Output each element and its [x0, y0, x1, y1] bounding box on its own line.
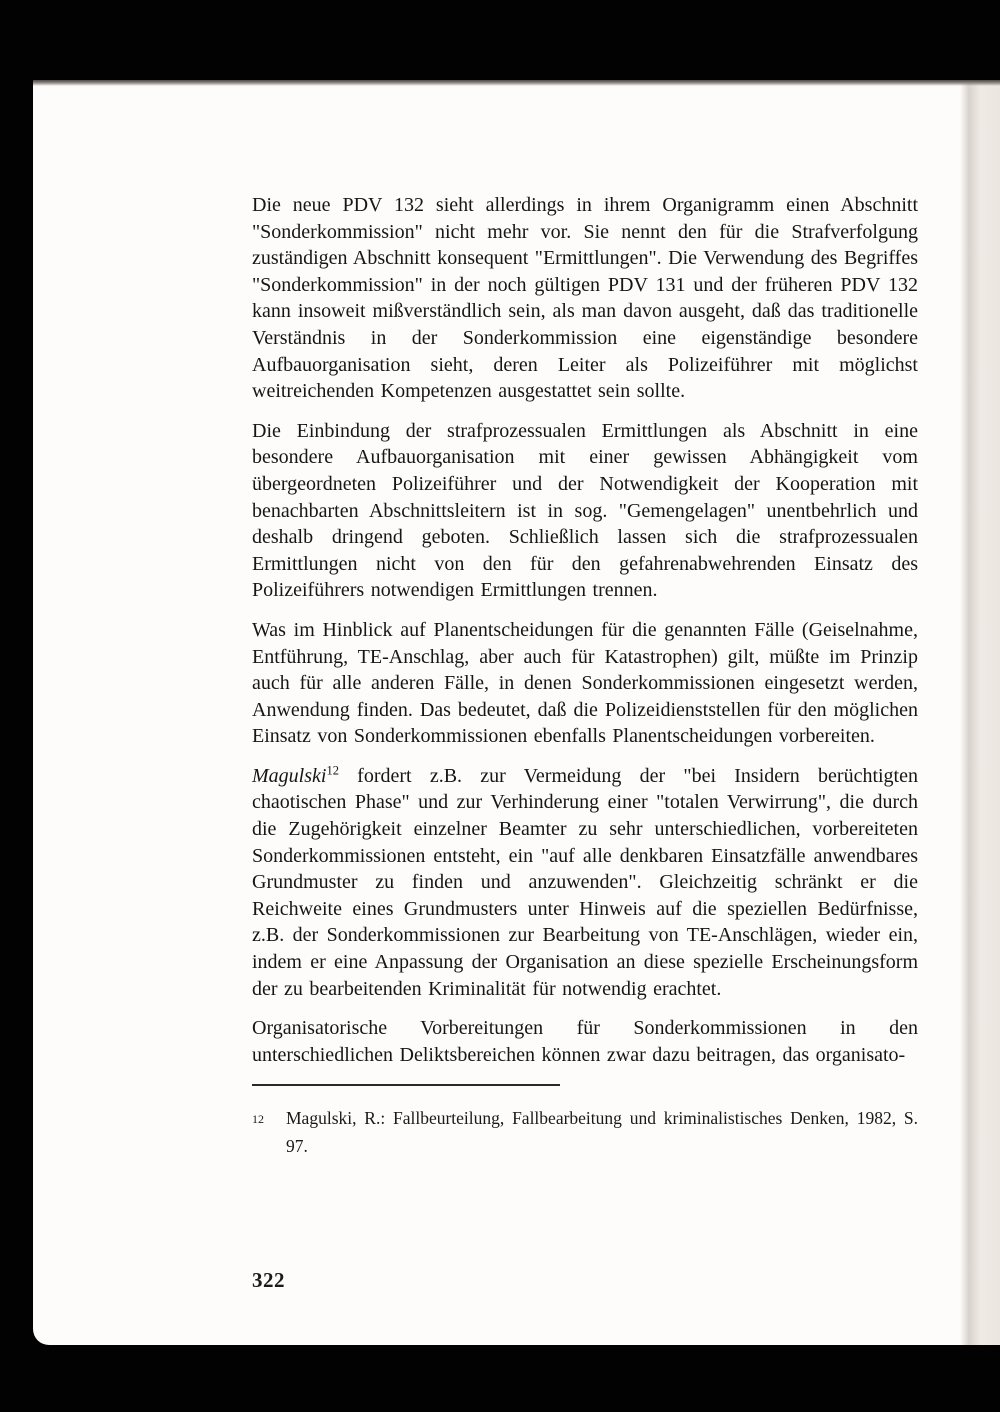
- stacked-pages-edge: [33, 80, 119, 1345]
- footnote-text: Magulski, R.: Fallbeurteilung, Fallbearbeitung und kriminalistisches Denken, 1982, S. 97.: [286, 1108, 918, 1157]
- author-name-italic: Magulski: [252, 764, 327, 787]
- page-top-edge: [33, 80, 1000, 86]
- paragraph-organisatorische: Organisatorische Vorbereitungen für Sonderkommissionen in den unterschiedlichen Deliktsbereichen können zwar dazu beitragen, das organisato-: [252, 1017, 918, 1066]
- book-page: [33, 80, 1000, 1345]
- footnote-marker: 12: [252, 1112, 264, 1127]
- paragraph-magulski: [252, 763, 918, 1002]
- page-text-block: [252, 192, 918, 1160]
- footnote-separator-rule: [252, 1084, 560, 1086]
- footnote-12: [252, 1104, 918, 1160]
- page-number: 322: [252, 1268, 285, 1292]
- footnote-reference-12: 12: [326, 763, 339, 778]
- paragraph-magulski-text: fordert z.B. zur Vermeidung der "bei Insidern berüchtigten chaotischen Phase" und zur Verhinderung einer "totalen Verwirrung", die durch die Zugehörigkeit einzelner Beamter zu sehr unterschiedlichen, vorbereiteten Sonderkommissionen entsteht, ein "auf alle denkbaren Einsatzfälle anwendbares Grundmuster zu finden und anzuwenden". Gleichzeitig schränkt er die Reichweite eines Grundmusters unter Hinweis auf die speziellen Bedürfnisse, z.B. der Sonderkommissionen zur Bearbeitung von TE-Anschlägen, wieder ein, indem er eine Anpassung der Organisation an diese spezielle Erscheinungsform der zu bearbeitenden Kriminalität für notwendig erachtet.: [252, 764, 918, 1000]
- paragraph-planentscheidungen: Was im Hinblick auf Planentscheidungen für die genannten Fälle (Geiselnahme, Entführung, TE-Anschlag, aber auch für Katastrophen) gilt, müßte im Prinzip auch für alle anderen Fälle, in denen Sonderkommissionen eingesetzt werden, Anwendung finden. Das bedeutet, daß die Polizeidienststellen für den möglichen Einsatz von Sonderkommissionen ebenfalls Planentscheidungen vorbereiten.: [252, 618, 918, 748]
- paragraph-einbindung: Die Einbindung der strafprozessualen Ermittlungen als Abschnitt in eine besondere Aufbauorganisation mit einer gewissen Abhängigkeit vom übergeordneten Polizeiführer und der Notwendigkeit der Kooperation mit benachbarten Abschnittsleitern ist in sog. "Gemengelagen" unentbehrlich und deshalb dringend geboten. Schließlich lassen sich die strafprozessualen Ermittlungen nicht von den für den gefahrenabwehrenden Einsatz des Polizeiführers notwendigen Ermittlungen trennen.: [252, 419, 918, 602]
- page-gutter-shading: [960, 80, 1000, 1345]
- paragraph-pdv132: Die neue PDV 132 sieht allerdings in ihrem Organigramm einen Abschnitt "Sonderkommission" nicht mehr vor. Sie nennt den für die Strafverfolgung zuständigen Abschnitt konsequent "Ermittlungen". Die Verwendung des Begriffes "Sonderkommission" in der noch gültigen PDV 131 und der früheren PDV 132 kann insoweit mißverständlich sein, als man davon ausgeht, daß das traditionelle Verständnis in der Sonderkommission eine eigenständige besondere Aufbauorganisation sieht, deren Leiter als Polizeiführer mit möglichst weitreichenden Kompetenzen ausgestattet sein sollte.: [252, 194, 918, 403]
